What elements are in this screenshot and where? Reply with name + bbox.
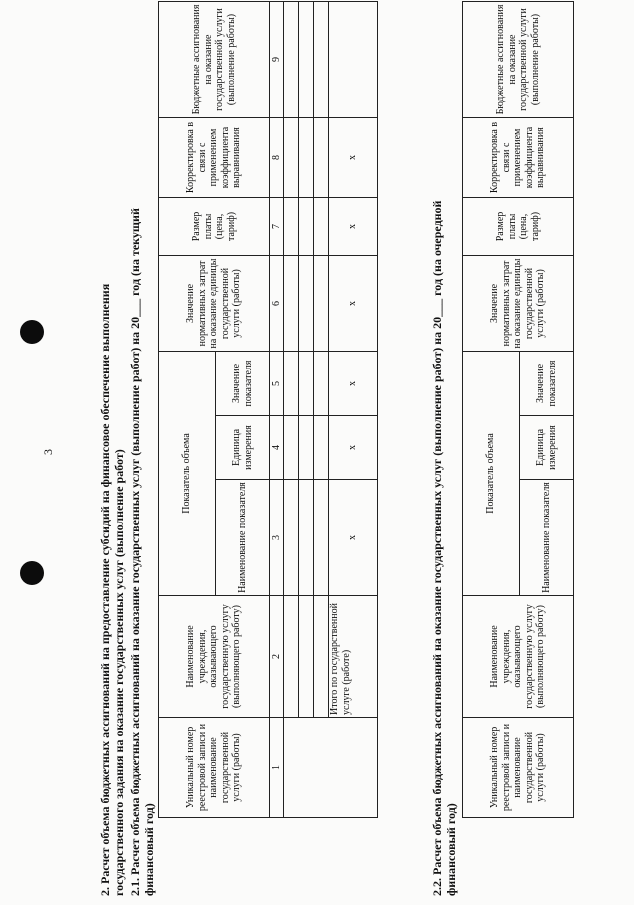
header-fee-size: Размер платы (цена, тариф) <box>463 197 574 255</box>
column-number-9: 9 <box>270 1 284 117</box>
header-correction: Корректировка в связи с применением коэффициента выравнивания <box>159 117 270 197</box>
table-cell <box>284 1 299 117</box>
table-cell <box>314 117 329 197</box>
punch-hole-bottom <box>20 561 44 585</box>
header-correction: Корректировка в связи с применением коэффициента выравнивания <box>463 117 574 197</box>
section-2-heading-line1: 2. Расчет объема бюджетных ассигнований на предоставление субсидий на финансовое обеспечение выполнения <box>98 283 112 896</box>
header-indicator-value: Значение показателя <box>520 351 574 415</box>
column-number-3: 3 <box>270 480 284 596</box>
header-volume-indicator: Показатель объема <box>463 351 520 595</box>
section-2-heading-line2: государственного задания на оказание государственных услуг (выполнение работ) <box>112 449 126 896</box>
column-number-8: 8 <box>270 117 284 197</box>
total-cell-allocations <box>329 1 378 117</box>
column-number-2: 2 <box>270 596 284 718</box>
table-cell <box>299 480 314 596</box>
total-cell-indicator-name: х <box>329 480 378 596</box>
table-cell <box>314 1 329 117</box>
header-fee-size: Размер платы (цена, тариф) <box>159 197 270 255</box>
table-cell <box>314 351 329 415</box>
table-cell <box>299 596 314 718</box>
table-cell <box>299 117 314 197</box>
header-normative-costs: Значение нормативных затрат на оказание единицы государственной услуги (работы) <box>463 255 574 351</box>
header-indicator-value: Значение показателя <box>216 351 270 415</box>
header-institution-name: Наименование учреждения, оказывающего государственную услугу (выполняющего работу) <box>159 596 270 718</box>
table-2-1 <box>158 1 378 818</box>
table-cell <box>299 1 314 117</box>
column-number-1: 1 <box>270 718 284 818</box>
table-cell <box>314 255 329 351</box>
table-cell <box>314 596 329 718</box>
table-2-2-header-row-1 <box>463 1 520 817</box>
table-cell <box>284 480 299 596</box>
header-indicator-name: Наименование показателя <box>216 480 270 596</box>
table-cell <box>299 351 314 415</box>
column-number-6: 6 <box>270 255 284 351</box>
header-budget-allocations: Бюджетные ассигнования на оказание государственной услуги (выполнение работы) <box>159 1 270 117</box>
table-cell <box>284 197 299 255</box>
header-indicator-name: Наименование показателя <box>520 480 574 596</box>
column-number-4: 4 <box>270 416 284 480</box>
header-unique-number: Уникальный номер реестровой записи и наименование государственной услуги (работы) <box>159 718 270 818</box>
total-row-label: Итого по государственной услуге (работе) <box>329 596 378 718</box>
total-cell-unit: х <box>329 416 378 480</box>
column-number-5: 5 <box>270 351 284 415</box>
column-number-7: 7 <box>270 197 284 255</box>
table-cell <box>314 197 329 255</box>
section-2-1-heading-line2: финансовый год) <box>142 803 156 896</box>
rotated-page-content <box>90 0 630 900</box>
table-2-1-header-row-1 <box>159 1 216 817</box>
table-row <box>299 1 314 817</box>
table-row <box>314 1 329 817</box>
header-unit-of-measure: Единица измерения <box>520 416 574 480</box>
table-row <box>284 1 299 817</box>
total-cell-value: х <box>329 351 378 415</box>
total-cell-fee: х <box>329 197 378 255</box>
header-unit-of-measure: Единица измерения <box>216 416 270 480</box>
total-cell-normative: х <box>329 255 378 351</box>
table-cell <box>284 718 378 818</box>
table-cell <box>284 351 299 415</box>
header-institution-name: Наименование учреждения, оказывающего государственную услугу (выполняющего работу) <box>463 596 574 718</box>
section-2-1-heading <box>128 16 156 896</box>
table-2-1-column-numbers <box>270 1 284 817</box>
table-cell <box>299 255 314 351</box>
header-budget-allocations: Бюджетные ассигнования на оказание государственной услуги (выполнение работы) <box>463 1 574 117</box>
table-cell <box>299 416 314 480</box>
table-cell <box>299 197 314 255</box>
section-2-2-heading-line1: 2.2. Расчет объема бюджетных ассигнований на оказание государственных услуг (выполнение работ) на 20___ год (на очередной <box>430 200 444 896</box>
punch-hole-top <box>20 320 44 344</box>
table-2-2 <box>462 1 574 818</box>
table-cell <box>284 596 299 718</box>
table-cell <box>284 117 299 197</box>
section-2-heading <box>98 16 126 896</box>
table-cell <box>284 416 299 480</box>
table-cell <box>284 255 299 351</box>
total-row <box>329 1 378 817</box>
total-cell-correction: х <box>329 117 378 197</box>
header-volume-indicator: Показатель объема <box>159 351 216 595</box>
page-number: 3 <box>41 449 55 455</box>
section-2-2-heading-line2: финансовый год) <box>444 803 458 896</box>
header-normative-costs: Значение нормативных затрат на оказание единицы государственной услуги (работы) <box>159 255 270 351</box>
table-cell <box>314 480 329 596</box>
table-cell <box>314 416 329 480</box>
section-2-1-heading-line1: 2.1. Расчет объема бюджетных ассигнований на оказание государственных услуг (выполнение работ) на 20___ год (на текущий <box>128 208 142 896</box>
section-2-2-heading <box>430 16 458 896</box>
header-unique-number: Уникальный номер реестровой записи и наименование государственной услуги (работы) <box>463 718 574 818</box>
